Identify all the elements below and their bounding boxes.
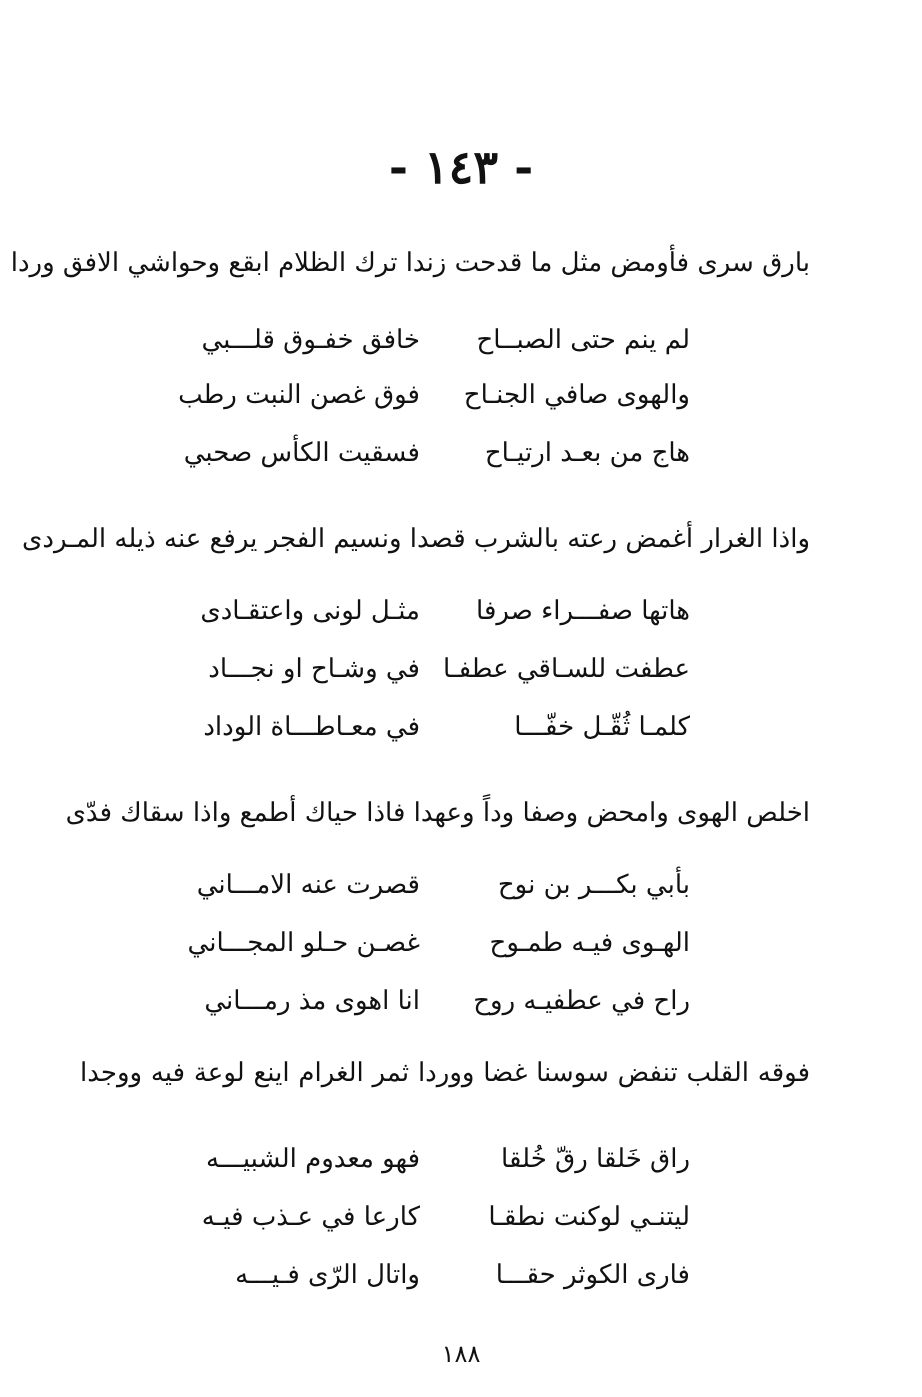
verse-row bbox=[195, 325, 690, 365]
verse-first-hemistich: هاتها صفـــراء صرفا bbox=[476, 596, 690, 626]
stanza-lead-line: واذا الغرار أغمض رعته بالشرب قصدا ونسيم الفجر يرفع عنه ذيله المـردى bbox=[22, 524, 810, 554]
verse-row bbox=[195, 712, 690, 752]
verse-row bbox=[195, 1144, 690, 1184]
stanza-lead-line: بارق سرى فأومض مثل ما قدحت زندا ترك الظلام ابقع وحواشي الافق وردا bbox=[10, 248, 810, 278]
verse-first-hemistich: كلمـا ثُقّـل خفّـــا bbox=[514, 712, 690, 742]
verse-row bbox=[195, 986, 690, 1026]
verse-row bbox=[195, 654, 690, 694]
verse-row bbox=[183, 438, 690, 478]
page-header-number: - ١٤٣ - bbox=[388, 140, 534, 194]
verse-first-hemistich: فارى الكوثر حقـــا bbox=[495, 1260, 690, 1290]
verse-second-hemistich: في وشـاح او نجـــاد bbox=[208, 654, 420, 684]
verse-second-hemistich: قصرت عنه الامـــاني bbox=[196, 870, 420, 900]
verse-row bbox=[195, 870, 690, 910]
verse-row bbox=[195, 596, 690, 636]
verse-first-hemistich: عطفت للسـاقي عطفـا bbox=[443, 654, 690, 684]
verse-row bbox=[195, 1260, 690, 1300]
verse-first-hemistich: راح في عطفيـه روح bbox=[473, 986, 690, 1016]
stanza-lead-line: اخلص الهوى وامحض وصفا وداً وعهدا فاذا حياك أطمع واذا سقاك فدّى bbox=[65, 798, 810, 828]
verse-row bbox=[187, 928, 690, 968]
verse-row bbox=[195, 1202, 690, 1242]
page-number: ١٨٨ bbox=[441, 1340, 481, 1368]
verse-second-hemistich: كارعا في عـذب فيـه bbox=[201, 1202, 420, 1232]
verse-row bbox=[178, 380, 690, 420]
verse-second-hemistich: واتال الرّى فـيـــه bbox=[235, 1260, 420, 1290]
verse-first-hemistich: ليتنـي لوكنت نطقـا bbox=[488, 1202, 690, 1232]
verse-second-hemistich: فسقيت الكأس صحبي bbox=[183, 438, 420, 468]
verse-first-hemistich: راق خَلقا رقّ خُلقا bbox=[501, 1144, 690, 1174]
verse-second-hemistich: خافق خفـوق قلـــبي bbox=[201, 325, 420, 355]
verse-second-hemistich: فوق غصن النبت رطب bbox=[178, 380, 420, 410]
verse-first-hemistich: بأبي بكـــر بن نوح bbox=[497, 870, 690, 900]
verse-second-hemistich: فهو معدوم الشبيـــه bbox=[206, 1144, 420, 1174]
verse-first-hemistich: لم ينم حتى الصبــاح bbox=[476, 325, 690, 355]
verse-second-hemistich: انا اهوى مذ رمـــاني bbox=[204, 986, 420, 1016]
verse-first-hemistich: الهـوى فيـه طمـوح bbox=[489, 928, 690, 958]
verse-second-hemistich: غصـن حـلو المجـــاني bbox=[187, 928, 420, 958]
stanza-lead-line: فوقه القلب تنفض سوسنا غضا ووردا ثمر الغرام اينع لوعة فيه ووجدا bbox=[80, 1058, 810, 1088]
verse-first-hemistich: هاج من بعـد ارتيـاح bbox=[484, 438, 690, 468]
verse-first-hemistich: والهوى صافي الجنـاح bbox=[463, 380, 690, 410]
verse-second-hemistich: في معـاطـــاة الوداد bbox=[203, 712, 420, 742]
verse-second-hemistich: مثـل لونى واعتقـادى bbox=[200, 596, 420, 626]
